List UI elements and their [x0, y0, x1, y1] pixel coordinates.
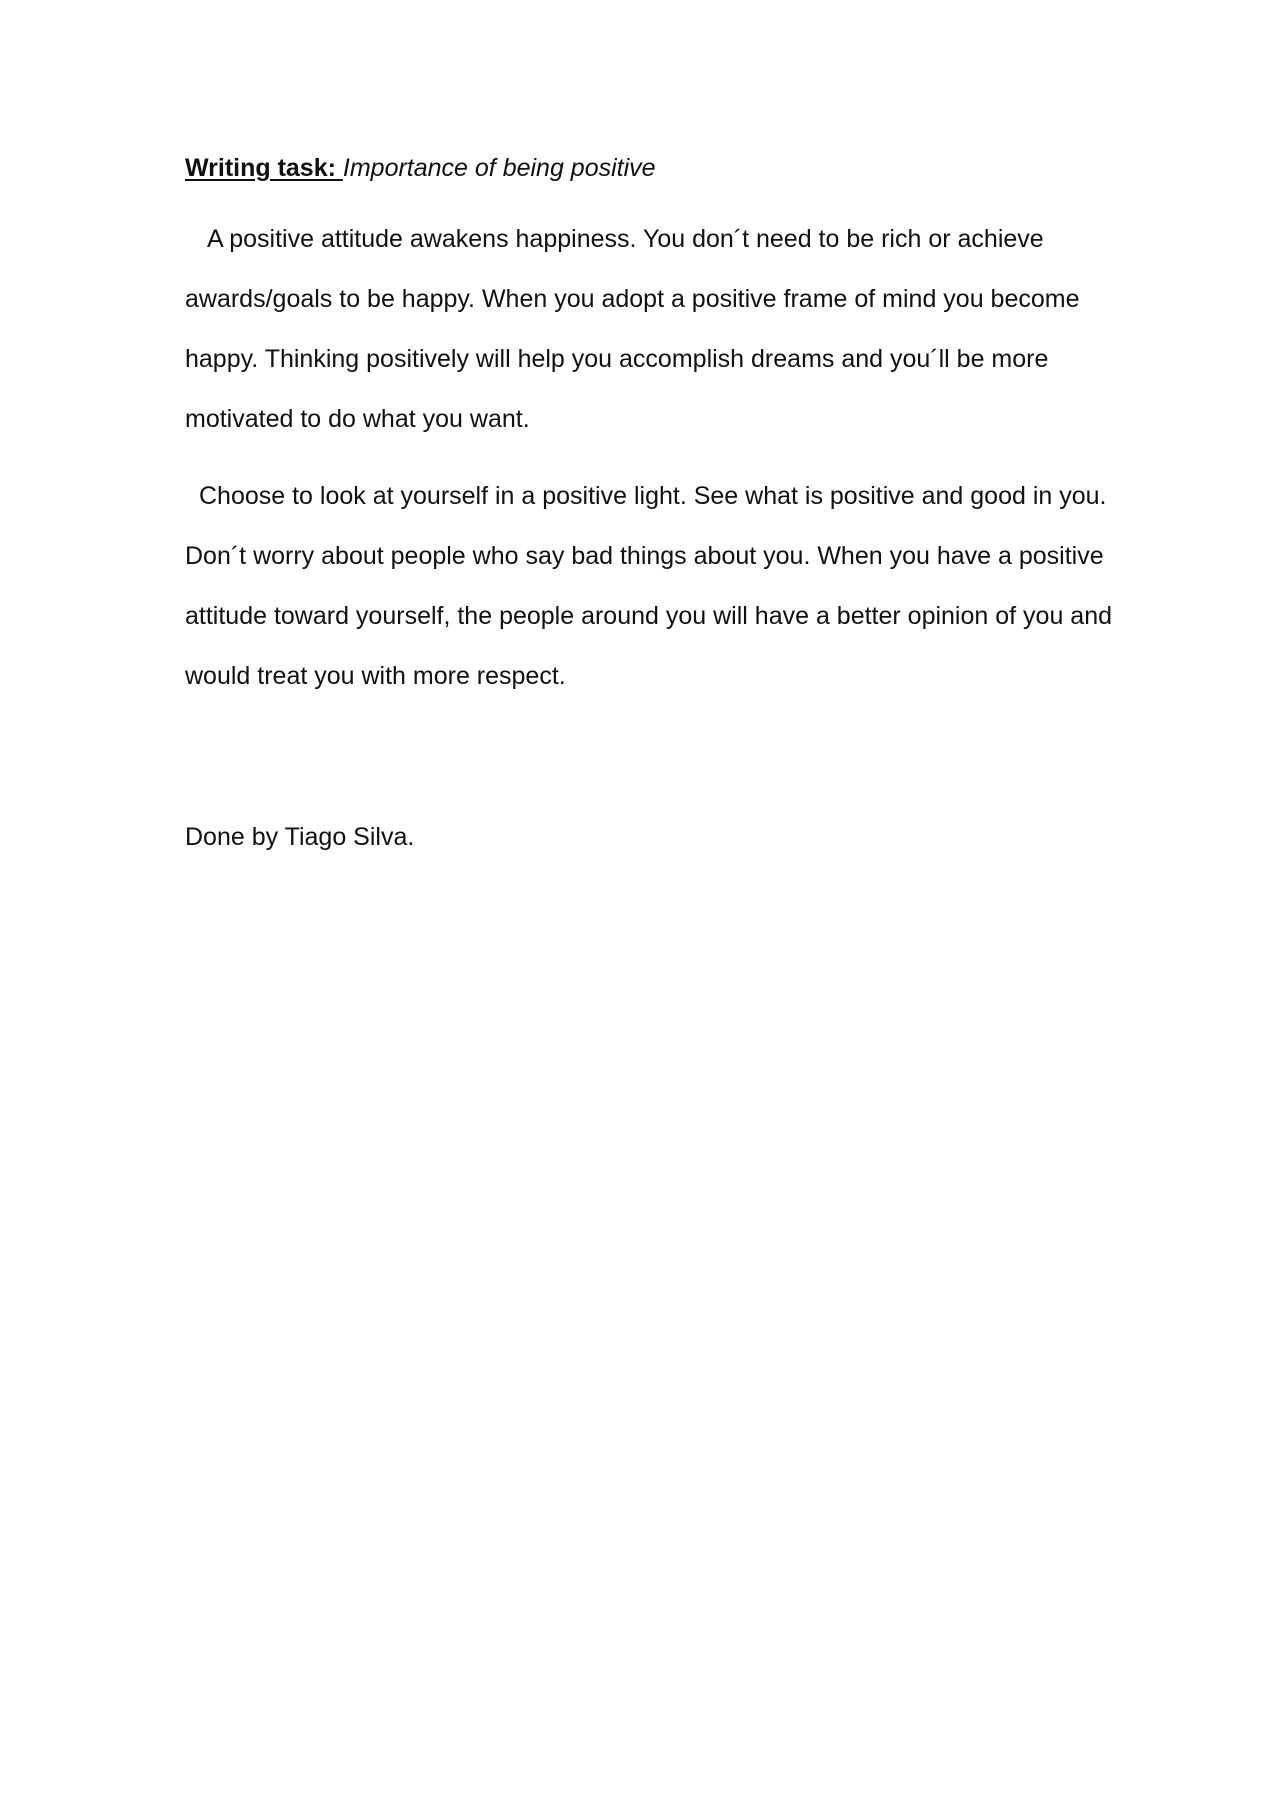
title-label: Writing task:: [185, 154, 343, 182]
paragraph-1: A positive attitude awakens happiness. You don´t need to be rich or achieve awards/goals to be happy. When you adopt a positive frame of mind you become happy. Thinking positively will help you accomplish dreams and you´ll be more motivated to do what you want.: [185, 225, 1080, 433]
document-body: [185, 150, 1115, 855]
signature: Done by Tiago Silva.: [185, 823, 415, 851]
paragraph-2: Choose to look at yourself in a positive light. See what is positive and good in you. Don´t worry about people who say bad things about you. When you have a positive attitude toward yourself, the people around you will have a better opinion of you and would treat you with more respect.: [185, 482, 1113, 690]
document-title: [185, 150, 1115, 186]
title-text: Importance of being positive: [342, 154, 656, 182]
